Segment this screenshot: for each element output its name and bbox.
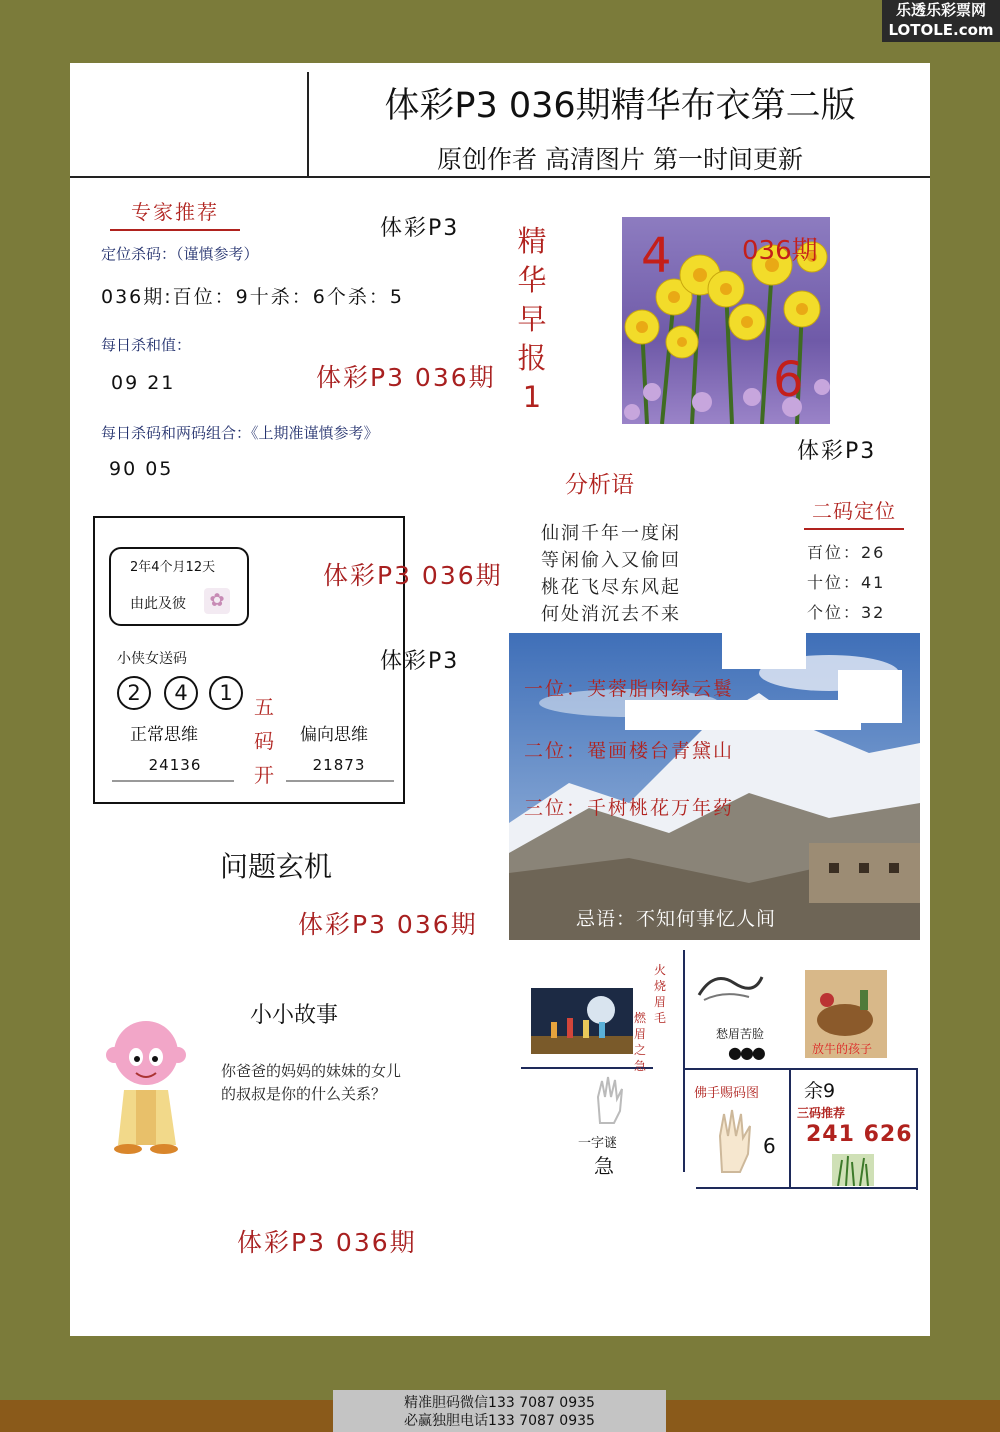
p3-label-mid: 体彩P3 (380, 649, 460, 674)
footer-line1: 精准胆码微信133 7087 0935 (404, 1395, 595, 1411)
five-code-vertical (250, 690, 278, 792)
story-question-line: 你爸爸的妈妈的妹妹的女儿 (221, 1062, 402, 1080)
poem-line: 仙洞千年一度闲 (541, 523, 681, 544)
grid-line (916, 1068, 918, 1190)
brand-line2: LOTOLE.com (888, 21, 994, 39)
cartoon-kid-image (106, 1015, 190, 1155)
fire-char-2: 急 (634, 1059, 647, 1073)
reverse-label: 偏向思维 (300, 725, 368, 745)
story-question-line: 的叔叔是你的什么关系？ (221, 1085, 387, 1103)
brand-line1: 乐透乐彩票网 (895, 1, 986, 19)
grid-line (683, 1068, 918, 1070)
p3-label-top: 体彩P3 (380, 216, 460, 241)
analysis-heading: 分析语 (565, 472, 634, 498)
grid-line (683, 950, 685, 1172)
normal-value: 24136 (148, 756, 202, 774)
mountain-taboo: 忌语：不知何事忆人间 (576, 908, 777, 930)
palm-icon (590, 1075, 628, 1125)
p3-label-right: 体彩P3 (797, 439, 877, 464)
vertical-title-char: 早 (517, 302, 547, 336)
ornament-right (286, 780, 394, 782)
vertical-title-char: 华 (517, 263, 547, 297)
fire-char-2: 之 (634, 1043, 647, 1057)
expert-heading: 专家推荐 (110, 196, 240, 231)
three-code-value: 241 626 (806, 1122, 913, 1147)
code-circle: 1 (209, 676, 243, 710)
story-question (221, 1060, 401, 1106)
brand-logo (882, 0, 1000, 42)
daily-sum-kill-label: 每日杀和值： (101, 336, 192, 354)
story-heading: 小小故事 (250, 1003, 339, 1028)
daily-sum-kill-value: 09 21 (111, 372, 176, 394)
code-circle: 4 (164, 676, 198, 710)
position-kill-value: 036期:百位：9十杀：6个杀：5 (101, 286, 404, 308)
flower-period: 036期 (742, 236, 818, 266)
two-code-tens: 十位：41 (807, 573, 886, 592)
ornament-left (112, 780, 234, 782)
position-kill-label: 定位杀码：（谨慎参考） (101, 245, 259, 263)
duration-text: 2年4个月12天 (130, 560, 216, 575)
mask-rect (722, 633, 806, 669)
grid-line (789, 1070, 791, 1188)
footer-contact (333, 1390, 666, 1432)
vertical-title-char: 精 (517, 224, 547, 258)
daily-code-label: 每日杀码和两码组合：《上期准谨慎参考》 (101, 424, 379, 442)
remainder-value: 余9 (804, 1080, 836, 1102)
watermark-p3-036-b: 体彩P3 036期 (323, 561, 503, 590)
code-circle: 2 (117, 676, 151, 710)
two-code-hundreds: 百位：26 (807, 543, 886, 562)
riddle-heading: 问题玄机 (220, 850, 333, 883)
brush-painting (694, 965, 764, 1005)
riddle-char: 急 (594, 1154, 614, 1178)
bitter-face-label: 愁眉苦脸 (716, 1027, 765, 1041)
mountain-line-3: 三位：千树桃花万年药 (524, 797, 735, 819)
five-code-char: 开 (254, 763, 274, 787)
poem-line: 何处消沉去不来 (541, 604, 681, 625)
three-code-label: 三码推荐 (797, 1106, 846, 1120)
flower-big-right: 6 (773, 352, 804, 408)
fire-char-2: 眉 (634, 1027, 647, 1041)
header-divider-horizontal (70, 176, 930, 178)
two-code-list (807, 538, 885, 628)
riddle-label: 一字谜 (578, 1136, 618, 1151)
flower-icon: ✿ (204, 588, 230, 614)
fire-char: 毛 (654, 1011, 667, 1025)
two-code-units: 个位：32 (807, 603, 886, 622)
dots-icon: ●●● (728, 1043, 764, 1062)
watermark-p3-036-c: 体彩P3 036期 (298, 910, 478, 939)
watermark-p3-036-d: 体彩P3 036期 (237, 1228, 417, 1257)
grid-line (696, 1187, 918, 1189)
two-code-heading: 二码定位 (804, 495, 904, 530)
xiaoxia-label: 小侠女送码 (117, 651, 187, 667)
page-title: 体彩P3 036期精华布衣第二版 (384, 86, 856, 126)
footer-line2: 必赢独胆电话133 7087 0935 (404, 1413, 595, 1429)
mask-rect (838, 670, 902, 723)
analysis-poem (541, 520, 681, 628)
fire-char: 烧 (654, 979, 667, 993)
watermark-p3-036-a: 体彩P3 036期 (316, 363, 496, 392)
kid-caption: 放牛的孩子 (812, 1042, 873, 1056)
fire-vertical-2 (634, 1010, 648, 1074)
vertical-title (515, 222, 549, 417)
five-code-char: 码 (254, 729, 274, 753)
poem-line: 桃花飞尽东风起 (541, 577, 681, 598)
header-divider-vertical (307, 72, 309, 176)
normal-label: 正常思维 (130, 725, 198, 745)
mountain-line-1: 一位：芙蓉脂肉绿云鬟 (524, 678, 735, 700)
poem-line: 等闲偷入又偷回 (541, 550, 681, 571)
phrase-text: 由此及彼 (130, 596, 186, 612)
grass-image (832, 1154, 874, 1186)
fire-char-2: 燃 (634, 1011, 647, 1025)
buddha-hand-icon (712, 1108, 758, 1174)
mountain-line-2: 二位：罨画楼台青黛山 (524, 740, 735, 762)
fire-char: 火 (654, 963, 667, 977)
vertical-title-char: 报 (517, 341, 547, 375)
vertical-title-char: 1 (522, 380, 542, 414)
stage-photo (531, 988, 633, 1054)
buddha-number: 6 (763, 1134, 776, 1158)
buddha-label: 佛手赐码图 (694, 1086, 760, 1101)
page-subtitle: 原创作者 高清图片 第一时间更新 (437, 145, 803, 174)
fire-vertical (654, 962, 668, 1026)
five-code-char: 五 (254, 695, 274, 719)
fire-char: 眉 (654, 995, 667, 1009)
flower-big-left: 4 (641, 228, 672, 284)
mask-rect (625, 700, 861, 730)
daily-code-value: 90 05 (109, 458, 174, 480)
reverse-value: 21873 (312, 756, 366, 774)
